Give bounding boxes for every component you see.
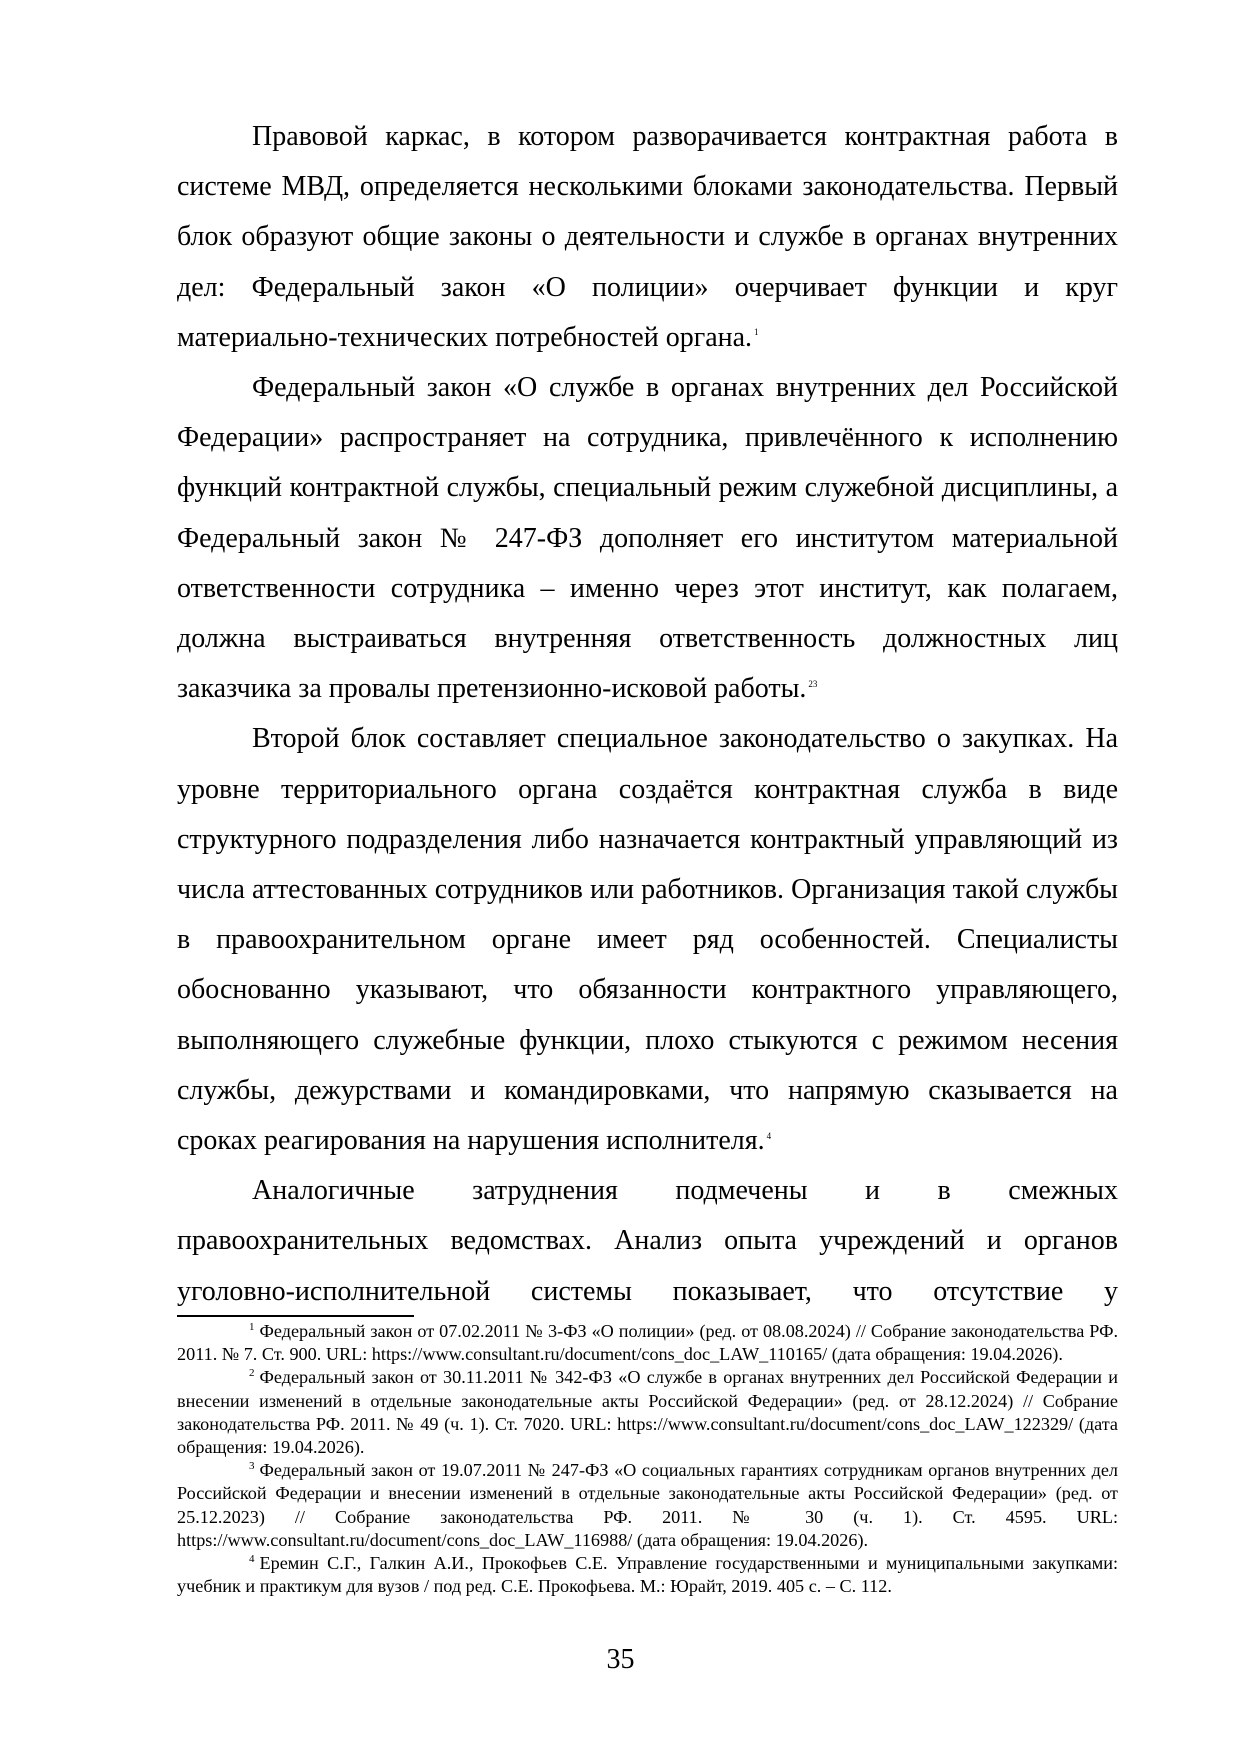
footnote-text: Еремин С.Г., Галкин А.И., Прокофьев С.Е. Управление государственными и муниципальными закупками: учебник и практикум для вузов / под ред. С.Е. Прокофьева. М.: Юрайт, 2019. 405 с. – С. 112. <box>177 1553 1118 1597</box>
paragraph-text: Правовой каркас, в котором разворачивается контрактная работа в системе МВД, определяется несколькими блоками законодательства. Первый блок образуют общие законы о деятельности и службе в органах внутренних дел: Федеральный закон «О полиции» очерчивает функции и круг материально-технических потребностей органа. <box>177 121 1118 353</box>
paragraph <box>177 363 1118 714</box>
footnote-number: 2 <box>249 1367 255 1380</box>
footnote <box>177 1459 1118 1552</box>
footnote <box>177 1320 1118 1366</box>
paragraph <box>177 1166 1118 1317</box>
paragraph <box>177 714 1118 1166</box>
footnote <box>177 1552 1118 1598</box>
footnote-number: 1 <box>249 1320 255 1333</box>
footnote-reference[interactable]: 1 <box>754 327 759 338</box>
paragraph-text: Федеральный закон «О службе в органах внутренних дел Российской Федерации» распространяет на сотрудника, привлечённого к исполнению функций контрактной службы, специальный режим служебной дисциплины, а Федеральный закон № 247-ФЗ дополняет его институтом материальной ответственности сотрудника – именно через этот институт, как полагаем, должна выстраиваться внутренняя ответственность должностных лиц заказчика за провалы претензионно-исковой работы. <box>177 372 1118 705</box>
footnotes-section <box>177 1320 1118 1598</box>
footnote-number: 4 <box>249 1552 255 1565</box>
paragraph-text: Аналогичные затруднения подмечены и в смежных правоохранительных ведомствах. Анализ опыта учреждений и органов уголовно-исполнительной системы показывает, что отсутствие у <box>177 1175 1118 1307</box>
footnote-text: Федеральный закон от 19.07.2011 № 247-ФЗ «О социальных гарантиях сотрудникам органов внутренних дел Российской Федерации и внесении изменений в отдельные законодательные акты Российской Федерации» (ред. от 25.12.2023) // Собрание законодательства РФ. 2011. № 30 (ч. 1). Ст. 4595. URL: https://www.consultant.ru/document/cons_doc_LAW_116988/ (дата обращения: 19.04.2026). <box>177 1460 1118 1550</box>
footnote-number: 3 <box>249 1460 255 1473</box>
footnote-reference[interactable]: 23 <box>808 678 818 689</box>
footnote-reference[interactable]: 4 <box>766 1130 772 1141</box>
body-text <box>177 112 1118 1317</box>
footnote-separator <box>177 1315 414 1317</box>
paragraph <box>177 112 1118 363</box>
footnote-text: Федеральный закон от 07.02.2011 № 3-ФЗ «О полиции» (ред. от 08.08.2024) // Собрание законодательства РФ. 2011. № 7. Ст. 900. URL: https://www.consultant.ru/document/cons_doc_LAW_110165/ (дата обращения: 19.04.2026). <box>177 1321 1118 1365</box>
paragraph-text: Второй блок составляет специальное законодательство о закупках. На уровне территориального органа создаётся контрактная служба в виде структурного подразделения либо назначается контрактный управляющий из числа аттестованных сотрудников или работников. Организация такой службы в правоохранительном органе имеет ряд особенностей. Специалисты обоснованно указывают, что обязанности контрактного управляющего, выполняющего служебные функции, плохо стыкуются с режимом несения службы, дежурствами и командировками, что напрямую сказывается на сроках реагирования на нарушения исполнителя. <box>177 723 1118 1157</box>
page-number: 35 <box>606 1644 635 1675</box>
footnote <box>177 1366 1118 1459</box>
footnote-text: Федеральный закон от 30.11.2011 № 342-ФЗ «О службе в органах внутренних дел Российской Федерации и внесении изменений в отдельные законодательные акты Российской Федерации» (ред. от 28.12.2024) // Собрание законодательства РФ. 2011. № 49 (ч. 1). Ст. 7020. URL: https://www.consultant.ru/document/cons_doc_LAW_122329/ (дата обращения: 19.04.2026). <box>177 1367 1118 1458</box>
